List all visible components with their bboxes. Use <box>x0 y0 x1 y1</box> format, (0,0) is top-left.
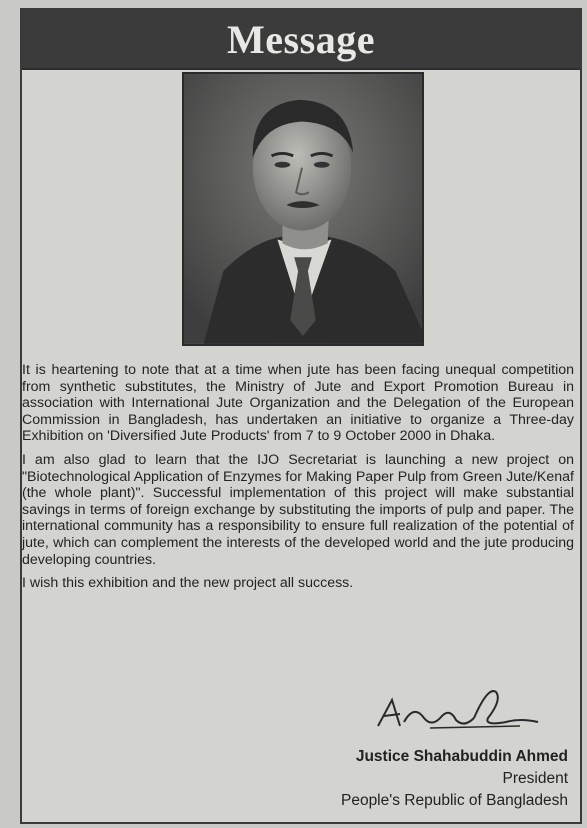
message-banner <box>22 10 580 68</box>
paragraph-1: It is heartening to note that at a time when jute has been facing unequal competition from synthetic substitutes, the Ministry of Jute and Export Promotion Bureau in association with International Jute Organization and the Delegation of the European Commission in Bangladesh, has undertaken an initiative to organize a Three-day Exhibition on 'Diversified Jute Products' from 7 to 9 October 2000 in Dhaka. <box>22 362 574 445</box>
signatory-name: Justice Shahabuddin Ahmed <box>355 748 568 765</box>
paragraph-3: I wish this exhibition and the new project all success. <box>22 575 354 592</box>
handwritten-signature <box>370 682 550 738</box>
message-page <box>20 8 582 824</box>
paragraph-2: I am also glad to learn that the IJO Secretariat is launching a new project on "Biotechnological Application of Enzymes for Making Paper Pulp from Green Jute/Kenaf (the whole plant)". Successful implementation of this project will make substantial savings in terms of foreign exchange by substituting the imports of pulp and paper. The international community has a responsibility to ensure full realization of the potential of jute, which can complement the interests of the developed world and the jute producing developing countries. <box>22 451 574 568</box>
page-title: Message <box>227 16 375 62</box>
signatory-block <box>341 746 568 812</box>
signatory-country: People's Republic of Bangladesh <box>340 792 568 809</box>
portrait-illustration <box>184 74 422 344</box>
message-body <box>22 362 574 599</box>
signatory-title: President <box>502 770 568 787</box>
portrait-photo <box>182 72 424 346</box>
banner-divider <box>22 68 580 70</box>
